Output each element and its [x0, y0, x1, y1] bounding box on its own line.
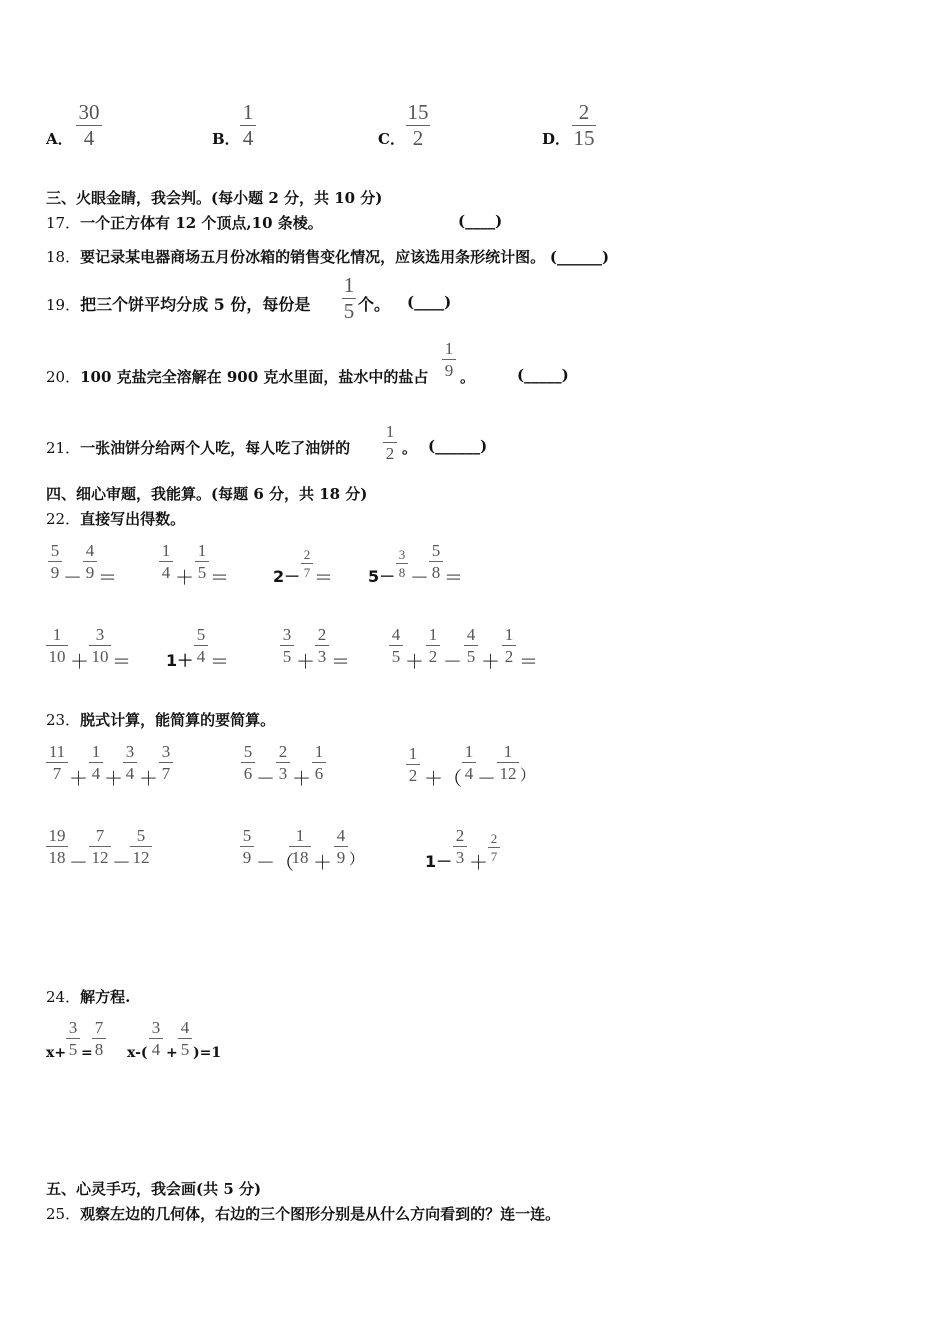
fraction: 2 3	[453, 827, 467, 866]
q17-text: 一个正方体有 12 个顶点,10 条棱。	[80, 214, 323, 232]
equals-sign: =	[81, 1045, 93, 1061]
fraction: 1 12	[497, 743, 519, 782]
plus-sign: ＋	[70, 651, 90, 673]
fraction: 1 4	[462, 743, 476, 782]
question-24	[46, 986, 130, 1007]
fraction: 5 9	[240, 827, 254, 866]
whole-number: 2－	[273, 567, 301, 586]
whole-number: 1－	[425, 852, 453, 871]
q20-answer-blank[interactable]: (_____)	[517, 366, 569, 384]
fraction: 19 18	[46, 827, 68, 866]
q24-text: 解方程.	[80, 988, 131, 1006]
equals-sign: ＝	[98, 567, 118, 589]
option-d-fraction: 2 15	[573, 100, 595, 150]
option-b-fraction: 1 4	[240, 102, 256, 149]
equals-sign: ＝	[210, 651, 230, 673]
minus-sign: －	[410, 567, 430, 589]
q21-fraction: 1 2	[383, 423, 397, 462]
fraction: 2 3	[276, 743, 290, 782]
minus-sign: －	[69, 852, 89, 874]
option-b-letter: B．	[212, 130, 240, 148]
section-5-title: 五、心灵手巧，我会画(共 5 分)	[46, 1180, 262, 1198]
q19-fraction: 1 5	[343, 273, 355, 323]
fraction: 2 3	[315, 626, 329, 665]
option-d-letter: D．	[542, 130, 571, 148]
q20-fraction: 1 9	[442, 340, 456, 379]
fraction: 5 6	[241, 743, 255, 782]
fraction: 1 2	[426, 626, 440, 665]
q19-text-a: 把三个饼平均分成 5 份，每份是	[80, 295, 311, 314]
q19-text-b: 个。	[358, 295, 391, 314]
plus-sign: ＋	[104, 768, 124, 790]
plus-sign: ＋	[481, 651, 501, 673]
fraction: 4 9	[334, 827, 348, 866]
plus-sign: ＋	[292, 768, 312, 790]
q25-text: 观察左边的几何体，右边的三个图形分别是从什么方向看到的？连一连。	[80, 1205, 561, 1223]
q19-answer-blank[interactable]: (____)	[407, 293, 452, 311]
fraction: 3 10	[89, 626, 111, 665]
plus-sign: +	[166, 1045, 178, 1061]
q22-number: 22．	[46, 510, 81, 528]
minus-sign: －	[477, 768, 497, 790]
question-23	[46, 709, 275, 730]
plus-sign: ＋	[313, 852, 333, 874]
minus-sign: －	[112, 852, 132, 874]
fraction: 3 7	[159, 743, 173, 782]
q21-answer-blank[interactable]: (______)	[428, 437, 488, 455]
fraction: 5 9	[48, 542, 62, 581]
fraction: 5 12	[130, 827, 152, 866]
minus-sign: －	[443, 651, 463, 673]
close-paren: ）	[520, 766, 536, 784]
fraction: 4 5	[464, 626, 478, 665]
question-17	[46, 212, 323, 233]
q17-answer-blank[interactable]: (____)	[458, 212, 503, 230]
fraction: 3 4	[149, 1019, 163, 1058]
q17-number: 17．	[46, 214, 81, 232]
whole-number: 1＋	[166, 651, 194, 670]
q25-number: 25．	[46, 1205, 81, 1223]
section-3-title: 三、火眼金睛，我会判。(每小题 2 分，共 10 分)	[46, 189, 383, 207]
section-4-title: 四、细心审题，我能算。(每题 6 分，共 18 分)	[46, 485, 368, 503]
q21-text-a: 一张油饼分给两个人吃，每人吃了油饼的	[80, 439, 351, 457]
q20-text-b: 。	[460, 368, 476, 386]
q21-number: 21．	[46, 439, 81, 457]
q22-text: 直接写出得数。	[80, 510, 186, 528]
minus-sign: －	[256, 768, 276, 790]
option-c-fraction: 15 2	[407, 100, 429, 150]
plus-sign: ＋	[469, 852, 489, 874]
option-c-letter: C．	[378, 130, 405, 148]
fraction: 3 4	[123, 743, 137, 782]
fraction: 4 5	[389, 626, 403, 665]
fraction: 1 4	[89, 743, 103, 782]
fraction: 2 7	[301, 548, 313, 579]
q21-text-b: 。	[402, 439, 418, 457]
plus-sign: ＋	[69, 768, 89, 790]
fraction: 4 9	[83, 542, 97, 581]
equals-sign: ＝	[210, 567, 230, 589]
equals-sign: ＝	[519, 651, 539, 673]
fraction: 4 5	[178, 1019, 192, 1058]
q23-number: 23．	[46, 711, 81, 729]
equation-var: x+	[46, 1045, 67, 1061]
question-18	[46, 246, 609, 267]
fraction: 1 10	[46, 626, 68, 665]
plus-sign: ＋	[296, 651, 316, 673]
q23-text: 脱式计算，能简算的要简算。	[80, 711, 276, 729]
question-25	[46, 1203, 560, 1224]
fraction: 11 7	[46, 743, 68, 782]
fraction: 3 5	[280, 626, 294, 665]
fraction: 7 12	[89, 827, 111, 866]
fraction: 3 8	[396, 548, 408, 579]
minus-sign: －	[63, 567, 83, 589]
fraction: 1 5	[195, 542, 209, 581]
plus-paren: ＋（	[424, 768, 463, 790]
q18-answer-blank[interactable]: (______)	[549, 248, 610, 266]
q18-text: 要记录某电器商场五月份冰箱的销售变化情况，应该选用条形统计图。	[80, 248, 546, 266]
fraction: 1 4	[159, 542, 173, 581]
equals-sign: ＝	[314, 567, 334, 589]
equation-rhs: )=1	[193, 1045, 222, 1061]
plus-sign: ＋	[405, 651, 425, 673]
equals-sign: ＝	[331, 651, 351, 673]
q19-number: 19．	[46, 296, 81, 314]
fraction: 3 5	[66, 1019, 80, 1058]
question-21	[46, 437, 350, 458]
minus-paren: －（	[256, 852, 295, 874]
fraction: 7 8	[92, 1019, 106, 1058]
fraction: 5 8	[429, 542, 443, 581]
question-19	[46, 292, 310, 315]
equals-sign: ＝	[444, 567, 464, 589]
plus-sign: ＋	[139, 768, 159, 790]
q18-number: 18．	[46, 248, 81, 266]
fraction: 1 18	[289, 827, 311, 866]
question-22	[46, 508, 185, 529]
equals-sign: ＝	[112, 651, 132, 673]
fraction: 2 7	[488, 832, 500, 863]
q20-text-a: 100 克盐完全溶解在 900 克水里面，盐水中的盐占	[80, 368, 429, 386]
whole-number: 5－	[368, 567, 396, 586]
equation-var: x-(	[127, 1045, 148, 1061]
fraction: 5 4	[194, 626, 208, 665]
close-paren: ）	[349, 850, 365, 868]
q24-number: 24．	[46, 988, 81, 1006]
question-20	[46, 366, 428, 387]
option-a-letter: A．	[46, 130, 73, 148]
fraction: 1 2	[406, 745, 420, 784]
fraction: 1 6	[312, 743, 326, 782]
plus-sign: ＋	[175, 567, 195, 589]
q20-number: 20．	[46, 368, 81, 386]
fraction: 1 2	[502, 626, 516, 665]
option-a-fraction: 30 4	[76, 102, 102, 149]
